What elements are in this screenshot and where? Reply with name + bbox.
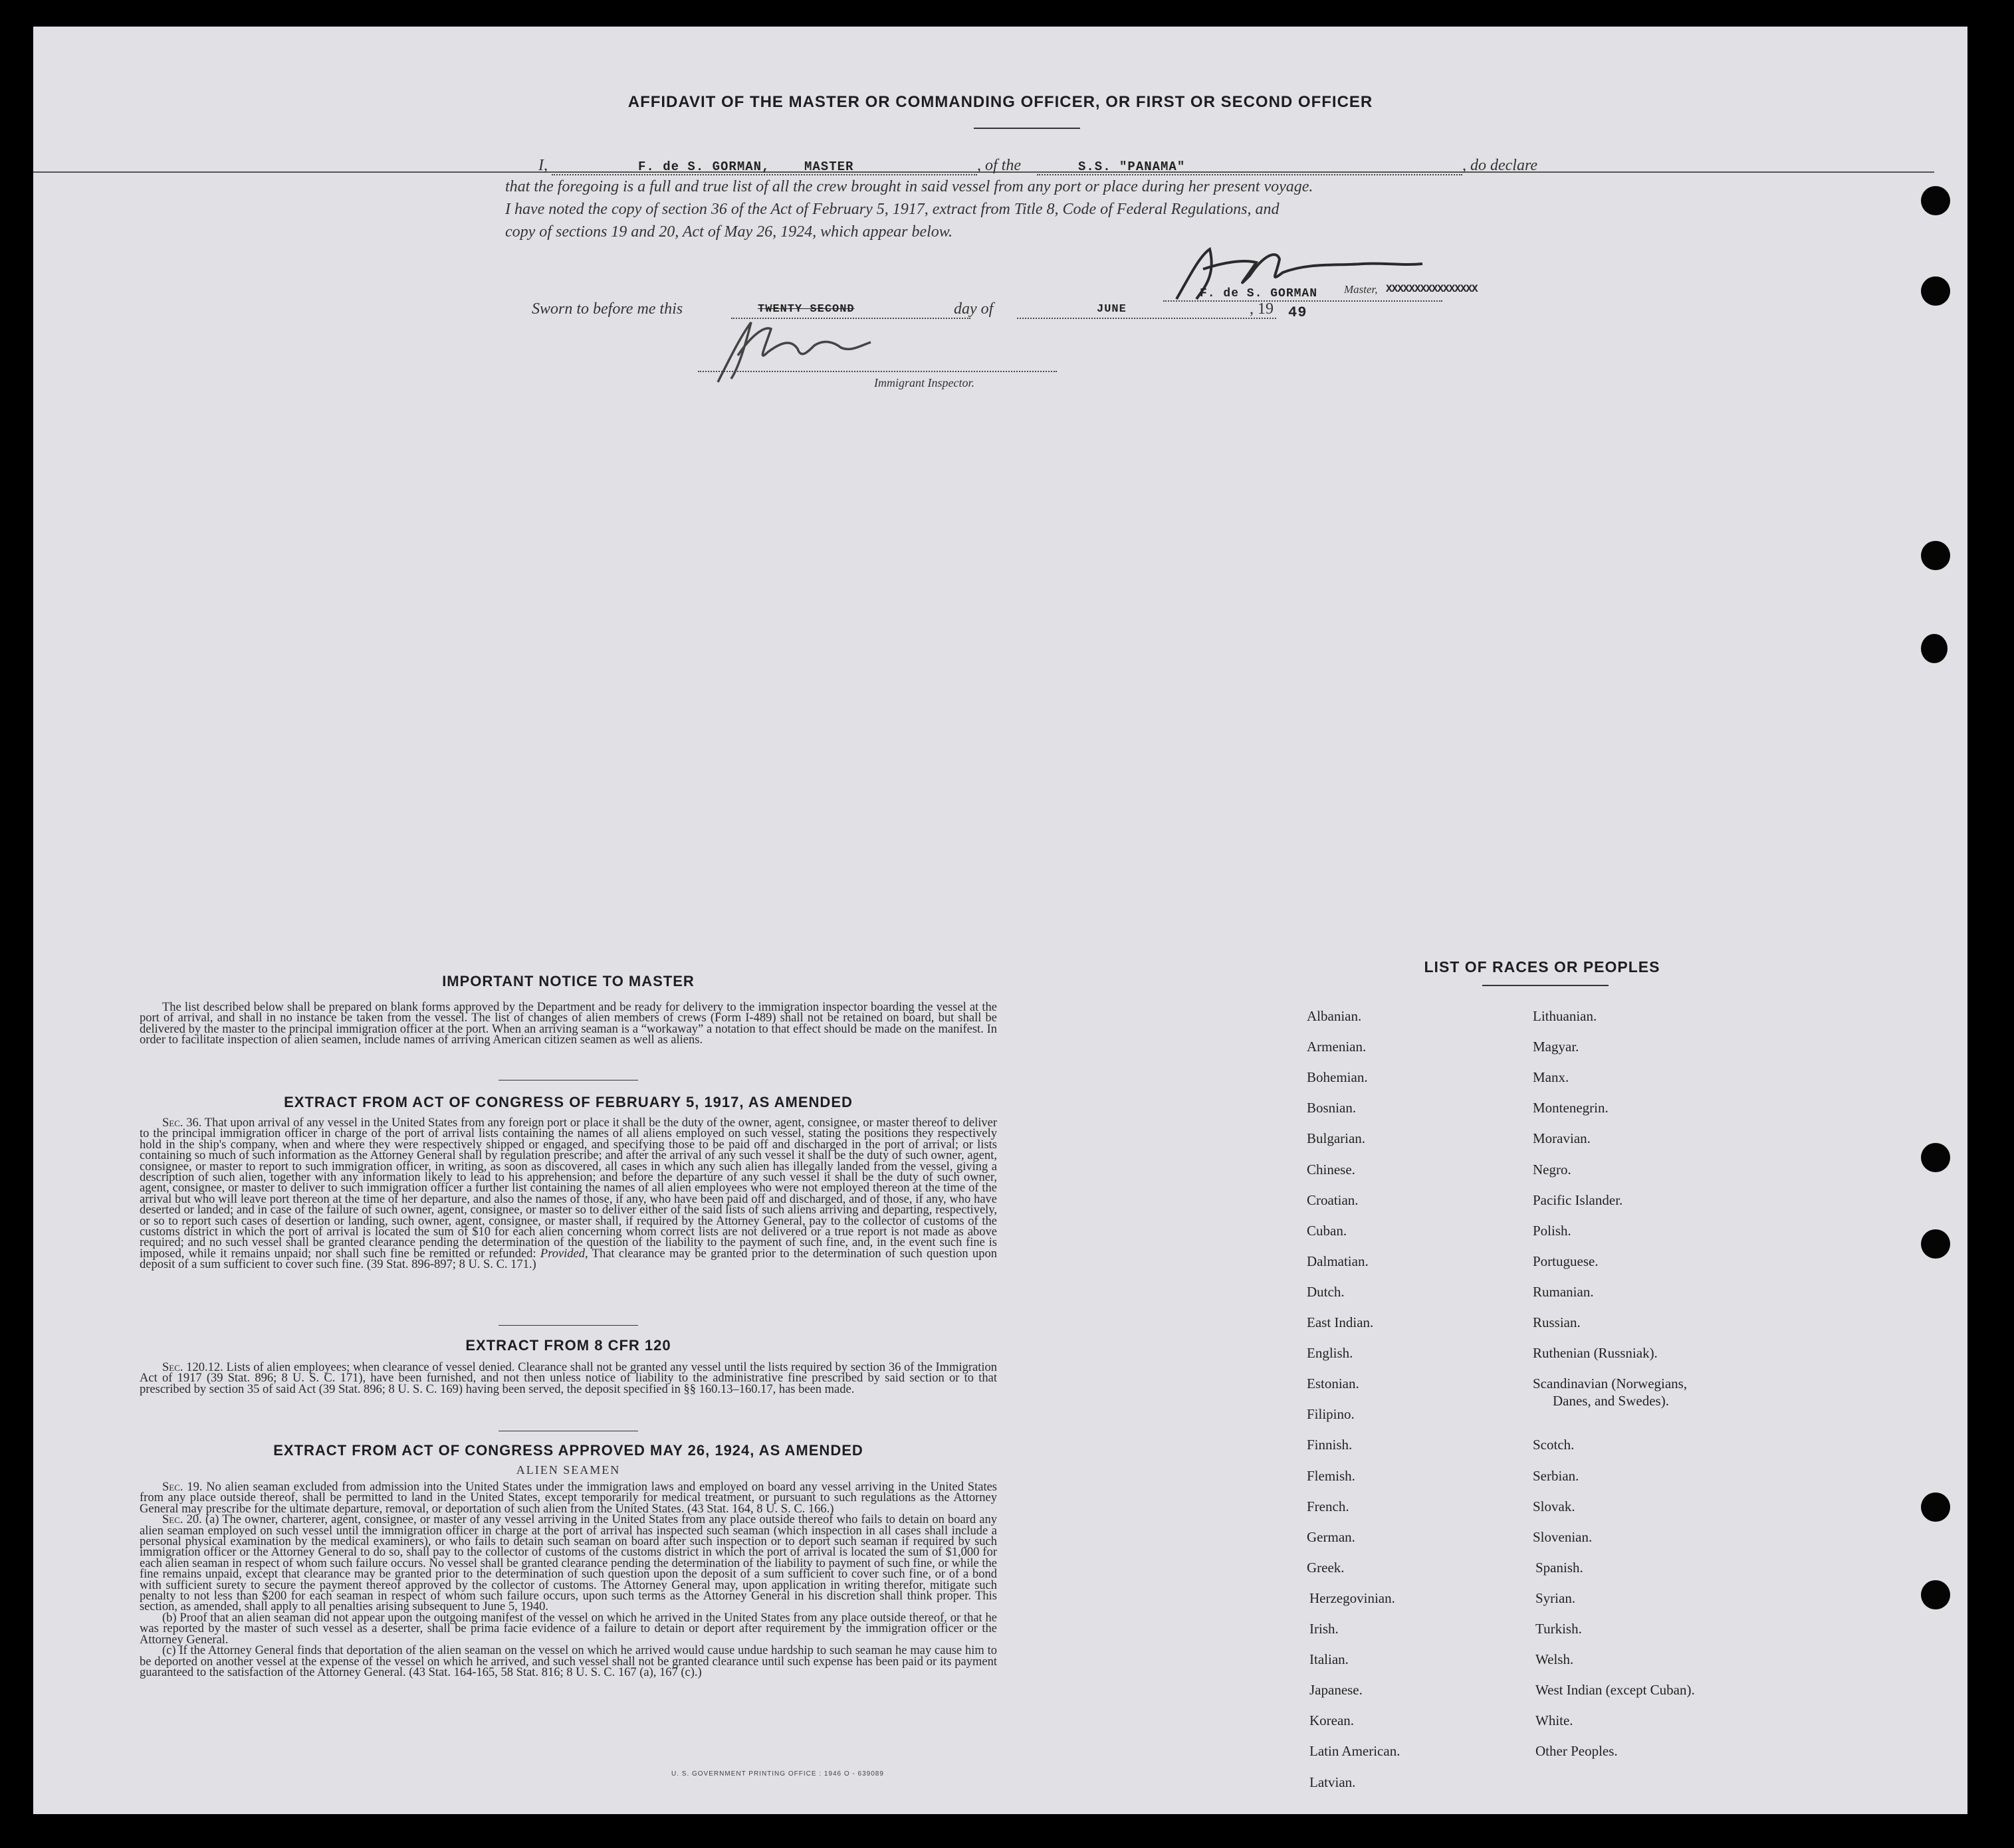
binder-hole-1 <box>1921 186 1950 215</box>
extract-1924-title: EXTRACT FROM ACT OF CONGRESS APPROVED MAY 26, 1924, AS AMENDED <box>273 1442 863 1459</box>
binder-hole-8 <box>1921 1580 1950 1609</box>
race-item: Ruthenian (Russniak). <box>1533 1345 1658 1362</box>
signature-line <box>1163 300 1442 302</box>
race-item: Filipino. <box>1307 1406 1355 1423</box>
race-item: Slovak. <box>1533 1498 1575 1514</box>
race-item: East Indian. <box>1307 1314 1374 1330</box>
race-item: Serbian. <box>1533 1467 1579 1484</box>
sec-36-label: Sec. 36. <box>162 1116 202 1130</box>
race-item: Dutch. <box>1307 1283 1345 1300</box>
title-divider <box>974 128 1080 129</box>
divider-2 <box>499 1325 638 1326</box>
declaration-line-2: that the foregoing is a full and true list of all the crew brought in said vessel from any port or place during her present voyage. <box>505 178 1313 195</box>
i-label: I, <box>538 157 548 174</box>
race-item: Irish. <box>1309 1621 1339 1637</box>
race-item: Moravian. <box>1533 1130 1591 1147</box>
race-item: Lithuanian. <box>1533 1008 1597 1024</box>
extract-1917-title: EXTRACT FROM ACT OF CONGRESS OF FEBRUARY 5, 1917, AS AMENDED <box>284 1094 853 1110</box>
year-suffix: 49 <box>1288 304 1307 321</box>
races-title: LIST OF RACES OR PEOPLES <box>1424 958 1660 975</box>
race-item: Danes, and Swedes). <box>1553 1393 1669 1409</box>
signer-typed-name: F. de S. GORMAN <box>1200 287 1318 300</box>
race-item: Turkish. <box>1535 1621 1582 1637</box>
race-item: Syrian. <box>1535 1590 1576 1606</box>
race-item: Polish. <box>1533 1222 1571 1239</box>
race-item: Pacific Islander. <box>1533 1191 1623 1208</box>
race-item: Finnish. <box>1307 1437 1353 1453</box>
race-item: Croatian. <box>1307 1191 1359 1208</box>
year-prefix: , 19 <box>1250 300 1274 318</box>
race-item: Bohemian. <box>1307 1069 1368 1086</box>
signer-role: Master, <box>1344 283 1378 296</box>
notice-text: The list described below shall be prepared on blank forms approved by the Department and be ready for delivery to the immigration inspector boarding the vessel at the port of arrival, and shall in no instance be taken from the vessel. The list of changes of alien members of crews (Form I-489) shall not be retained on board, but shall be delivered by the master to the principal immigration officer at the port. When an arriving seaman is a “workaway” a notation to that effect should be made on the manifest. In order to facilitate inspection of alien seamen, include names of arriving American citizen seamen as well as aliens. <box>140 1001 997 1047</box>
inspector-line <box>698 371 1057 372</box>
race-item: Flemish. <box>1307 1467 1355 1484</box>
race-item: Herzegovinian. <box>1309 1590 1395 1606</box>
inspector-label: Immigrant Inspector. <box>874 376 974 389</box>
sec-19-text: No alien seaman excluded from admission into the United States under the immigration laws and employed on board any vessel arriving in the United States from any place outside thereof, shall be permitted to land in the United States, except temporarily for medical treatment, or pursuant to such regulations as the Attorney General may prescribe for the ultimate departure, removal, or deportation of such alien from the United States. (43 Stat. 164, 8 U. S. C. 166.) <box>140 1481 998 1516</box>
sec-20-label: Sec. 20. <box>162 1513 202 1527</box>
race-item: Armenian. <box>1307 1039 1367 1055</box>
race-item: Latin American. <box>1309 1743 1400 1760</box>
notice-title: IMPORTANT NOTICE TO MASTER <box>442 973 695 989</box>
race-item: Chinese. <box>1307 1161 1355 1178</box>
printer-imprint: U. S. GOVERNMENT PRINTING OFFICE : 1946 O - 639089 <box>671 1770 884 1778</box>
race-item: Greek. <box>1307 1559 1345 1576</box>
binder-hole-6 <box>1921 1229 1950 1259</box>
do-declare-label: , do declare <box>1462 157 1538 174</box>
race-item: Portuguese. <box>1533 1253 1599 1269</box>
race-item: Spanish. <box>1535 1559 1583 1576</box>
binder-hole-3 <box>1921 541 1950 570</box>
race-item: Rumanian. <box>1533 1283 1594 1300</box>
binder-hole-2 <box>1921 276 1950 306</box>
notice-body <box>140 1002 997 1046</box>
declaration-line-4: copy of sections 19 and 20, Act of May 26, 1924, which appear below. <box>505 223 953 241</box>
sworn-label: Sworn to before me this <box>532 300 683 318</box>
race-item: Russian. <box>1533 1314 1581 1330</box>
race-item: Korean. <box>1309 1712 1355 1729</box>
sec-20a-text: (a) The owner, charterer, agent, consignee, or master of any vessel arriving in the United States from any place outside thereof who fails to detain on board any alien seaman employed on such vessel until the immigration officer in charge at the port of arrival has inspected such seaman (which inspection in all cases shall include a personal physical examination by the medical examiners), or who fails to detain such seaman on board after such inspection or to deport such seaman if required by such immigration officer or the Attorney General to do so, shall pay to the collector of customs of the customs district in which the port of arrival is located the sum of $1,000 for each alien seaman in respect of whom such failure occurs. No vessel shall be granted clearance pending the determination of the liability to payment of such fine, or while the fine remains unpaid, except that clearance may be granted prior to the determination of such question upon the deposit of a sum sufficient to cover such fine, or of a bond with sufficient surety to secure the payment thereof approved by the collector of customs. The Attorney General may, upon application in writing therefor, mitigate such penalty to not less than $200 for each seaman in respect of whom such failure occurs, upon such terms as the Attorney General in his discretion shall think proper. This section, as amended, shall apply to all penalties arising subsequent to June 5, 1940. <box>140 1513 997 1614</box>
sworn-month: JUNE <box>1097 303 1127 316</box>
sec-20c-text: (c) If the Attorney General finds that deportation of the alien seaman on the vessel on which he arrived would cause undue hardship to such seaman he may cause him to be deported on another vessel at the expense of the vessel on which he arrived, and such vessel shall not be granted clearance until such expense has been paid or its payment guaranteed to the satisfaction of the Attorney General. (43 Stat. 164-165, 58 Stat. 816; 8 U. S. C. 167 (a), 167 (c).) <box>140 1644 997 1679</box>
alien-seamen-subtitle: ALIEN SEAMEN <box>516 1463 621 1477</box>
race-item: Italian. <box>1309 1651 1349 1668</box>
race-item: Welsh. <box>1535 1651 1574 1668</box>
sec-120-text: Lists of alien employees; when clearance of vessel denied. Clearance shall not be granted any vessel until the lists required by section 36 of the Immigration Act of 1917 (39 Stat. 896; 8 U. S. C. 171), have been furnished, and not then unless notice of liability to the administrative fine prescribed by said section or to that prescribed by section 35 of said Act (39 Stat. 896; 8 U. S. C. 169) having been served, the deposit specified in §§ 160.13–160.17, has been made. <box>140 1361 998 1396</box>
race-item: Bosnian. <box>1307 1100 1357 1116</box>
master-rank: MASTER <box>804 159 854 174</box>
race-item: White. <box>1535 1712 1573 1729</box>
sec-36-text: That upon arrival of any vessel in the United States from any foreign port or place it shall be the duty of the owner, agent, consignee, or master thereof to deliver to the principal immigration officer in charge of the port of arrival lists containing the names of all aliens employed on such vessel, stating the positions they respectively hold in the ship's company, when and where they were respectively shipped or engaged, and specifying those to be paid off and discharged in the port of arrival; or lists containing so much of such information as the Attorney General shall by regulation prescribe; and after the arrival of any such vessel it shall be the duty of such owner, agent, consignee, or master to report to such immigration officer, in writing, as soon as discovered, all cases in which any such alien has illegally landed from the vessel, giving a description of such alien, together with any information likely to lead to his apprehension; and before the departure of any such vessel it shall be the duty of such owner, agent, consignee, or master to deliver to such immigration officer a further list containing the names of all alien employees who were not employed thereon at the time of the arrival but who will leave port thereon at the time of her departure, and also the names of those, if any, who have been paid off and discharged, and of those, if any, who have deserted or landed; and in case of the failure of such owner, agent, consignee, or master so to deliver either of the said lists of such aliens arriving and departing, respectively, or so to report such cases of desertion or landing, such owner, agent, consignee, or master shall, if required by the Attorney General, pay to the collector of customs of the customs district in which the port of arrival is located the sum of $10 for each alien concerning whom correct lists are not delivered or a true report is not made as above required; and no such vessel shall be granted clearance pending the determination of the question of the liability to the payment of such fine, and, in the event such fine is imposed, while it remains unpaid; nor shall such fine be remitted or refunded: <box>140 1116 997 1261</box>
race-item: Montenegrin. <box>1533 1100 1609 1116</box>
race-item: Slovenian. <box>1533 1528 1593 1545</box>
affidavit-title: AFFIDAVIT OF THE MASTER OR COMMANDING OFFICER, OR FIRST OR SECOND OFFICER <box>627 93 1373 111</box>
race-item: Albanian. <box>1307 1008 1362 1024</box>
race-item: Dalmatian. <box>1307 1253 1369 1269</box>
sec-19-label: Sec. 19. <box>162 1481 203 1494</box>
extract-1924-body <box>140 1482 997 1678</box>
race-item: West Indian (except Cuban). <box>1535 1682 1695 1698</box>
provided-word: Provided, <box>540 1247 588 1261</box>
race-item: Magyar. <box>1533 1039 1579 1055</box>
signer-role-struck: XXXXXXXXXXXXXXXX <box>1386 283 1478 295</box>
extract-cfr-title: EXTRACT FROM 8 CFR 120 <box>465 1337 671 1354</box>
race-item: Scotch. <box>1533 1437 1575 1453</box>
race-item: French. <box>1307 1498 1349 1514</box>
binder-hole-5 <box>1921 1143 1950 1172</box>
race-item: Latvian. <box>1309 1774 1356 1790</box>
race-item: Japanese. <box>1309 1682 1363 1698</box>
sworn-day: TWENTY SECOND <box>758 303 855 316</box>
of-the-label: , of the <box>977 157 1021 174</box>
master-name: F. de S. GORMAN, <box>638 159 770 174</box>
binder-hole-7 <box>1921 1492 1950 1522</box>
sworn-month-line <box>1017 318 1276 319</box>
extract-cfr-body <box>140 1362 997 1395</box>
race-item: Estonian. <box>1307 1376 1359 1392</box>
day-of-label: day of <box>954 300 994 318</box>
race-item: Manx. <box>1533 1069 1569 1086</box>
manifest-page <box>33 27 1967 1814</box>
binder-hole-4 <box>1921 634 1948 663</box>
races-divider <box>1482 985 1609 986</box>
vessel-line <box>1037 174 1462 175</box>
race-item: Other Peoples. <box>1535 1743 1618 1760</box>
extract-1917-body <box>140 1118 997 1271</box>
race-item: English. <box>1307 1345 1353 1362</box>
declaration-line-3: I have noted the copy of section 36 of the Act of February 5, 1917, extract from Title 8, Code of Federal Regulations, and <box>505 201 1280 218</box>
race-item: Negro. <box>1533 1161 1571 1178</box>
master-name-line <box>552 174 977 175</box>
race-item: German. <box>1307 1528 1355 1545</box>
race-item: Bulgarian. <box>1307 1130 1366 1147</box>
sec-20b-text: (b) Proof that an alien seaman did not appear upon the outgoing manifest of the vessel on which he arrived in the United States from any place outside thereof, or that he was reported by the master of such vessel as a deserter, shall be prima facie evidence of a failure to detain or deport after requirement by the immigration officer or the Attorney General. <box>140 1611 997 1647</box>
sec-120-label: Sec. 120.12. <box>162 1361 223 1374</box>
sec-36-text-end: That clearance may be granted prior to the determination of such question upon deposit of a sum sufficient to cover such fine. (39 Stat. 896-897; 8 U. S. C. 171.) <box>140 1247 998 1272</box>
vessel-name: S.S. "PANAMA" <box>1078 159 1186 174</box>
race-item: Cuban. <box>1307 1222 1347 1239</box>
race-item: Scandinavian (Norwegians, <box>1533 1376 1688 1392</box>
